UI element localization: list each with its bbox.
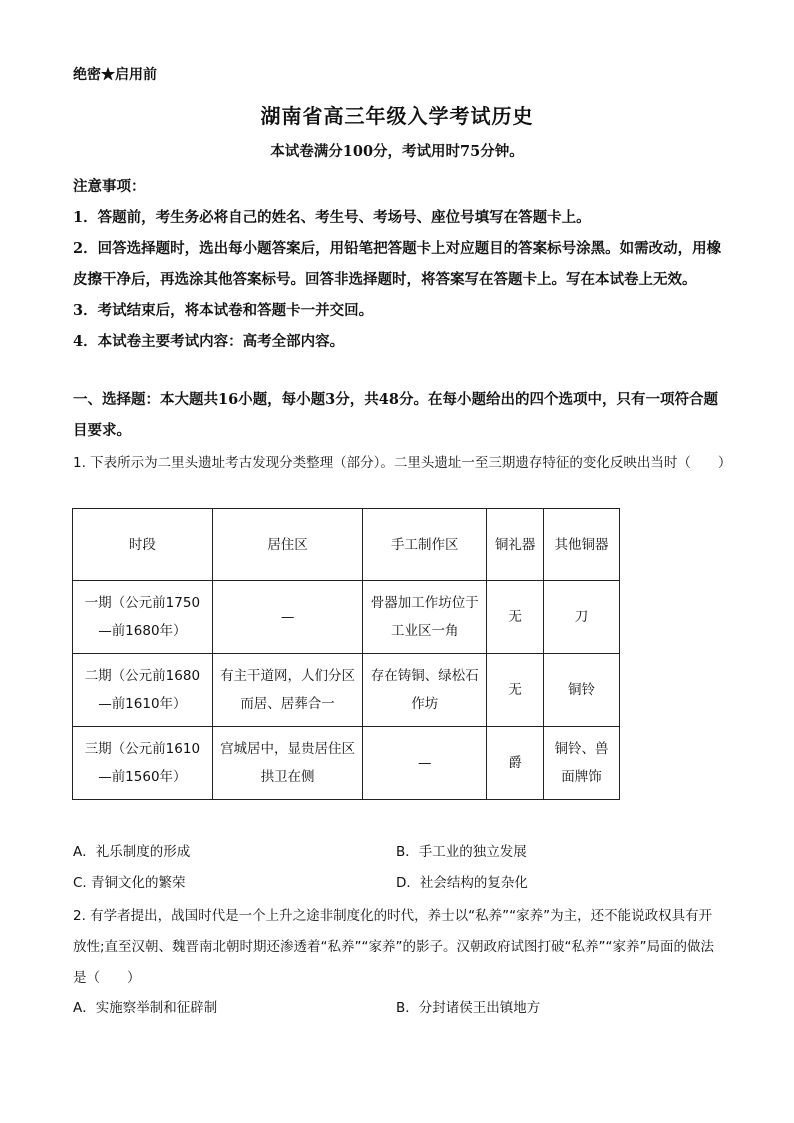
q2-option-b[interactable]: B．分封诸侯王出镇地方 xyxy=(396,1000,541,1016)
note-item: 4．本试卷主要考试内容：高考全部内容。 xyxy=(73,333,345,350)
section-heading: 一、选择题：本大题共16小题，每小题3分，共48分。在每小题给出的四个选项中，只有一项符合题目要求。 xyxy=(73,391,718,439)
table-cell: 有主干道网，人们分区而居、居葬合一 xyxy=(212,654,363,727)
note-item: 1．答题前，考生务必将自己的姓名、考生号、考场号、座位号填写在答题卡上。 xyxy=(73,209,591,226)
table-cell: 爵 xyxy=(487,727,544,800)
table-cell: 骨器加工作坊位于工业区一角 xyxy=(363,581,487,654)
table-row xyxy=(73,727,620,800)
q2-option-a[interactable]: A．实施察举制和征辟制 xyxy=(73,1000,218,1016)
column-header: 居住区 xyxy=(212,509,363,581)
table-cell: 三期（公元前1610—前1560年） xyxy=(73,727,213,800)
table-cell: 宫城居中，显贵居住区拱卫在侧 xyxy=(212,727,363,800)
q1-option-b[interactable]: B．手工业的独立发展 xyxy=(396,844,527,860)
question-1-stem: 1. 下表所示为二里头遗址考古发现分类整理（部分）。二里头遗址一至三期遗存特征的变化反映出当时（ ） xyxy=(73,455,732,471)
column-header: 铜礼器 xyxy=(487,509,544,581)
column-header: 其他铜器 xyxy=(544,509,620,581)
table-row xyxy=(73,581,620,654)
question-2-stem xyxy=(73,901,723,994)
page-title: 湖南省高三年级入学考试历史 xyxy=(260,104,534,128)
excavation-table xyxy=(72,508,620,800)
table-cell: 无 xyxy=(487,654,544,727)
confidential-mark: 绝密★启用前 xyxy=(73,67,157,83)
table-cell: 二期（公元前1680—前1610年） xyxy=(73,654,213,727)
exam-subtitle: 本试卷满分100分，考试用时75分钟。 xyxy=(270,143,524,160)
column-header: 手工制作区 xyxy=(363,509,487,581)
table-row xyxy=(73,654,620,727)
table-cell: 刀 xyxy=(544,581,620,654)
notes-section xyxy=(73,171,723,357)
table-cell: — xyxy=(363,727,487,800)
note-item: 3．考试结束后，将本试卷和答题卡一并交回。 xyxy=(73,302,374,319)
table-cell: 存在铸铜、绿松石作坊 xyxy=(363,654,487,727)
table-cell: 无 xyxy=(487,581,544,654)
table-cell: 铜铃 xyxy=(544,654,620,727)
table-header-row xyxy=(73,509,620,581)
column-header: 时段 xyxy=(73,509,213,581)
notes-heading: 注意事项： xyxy=(73,178,146,195)
q1-option-d[interactable]: D．社会结构的复杂化 xyxy=(396,875,528,891)
table-cell: 铜铃、兽面牌饰 xyxy=(544,727,620,800)
q1-option-a[interactable]: A．礼乐制度的形成 xyxy=(73,844,191,860)
q2-stem-text: 2. 有学者提出，战国时代是一个上升之途非制度化的时代，养士以“私养”“家养”为主，还不能说政权具有开放性;直至汉朝、魏晋南北朝时期还渗透着“私养”“家养”的影子。汉朝政府试图打破“私养”“家养”局面的做法是（ ） xyxy=(73,908,714,986)
q1-option-c[interactable]: C. 青铜文化的繁荣 xyxy=(73,875,186,891)
table-cell: 一期（公元前1750—前1680年） xyxy=(73,581,213,654)
note-item: 2．回答选择题时，选出每小题答案后，用铅笔把答题卡上对应题目的答案标号涂黑。如需改动，用橡皮擦干净后，再选涂其他答案标号。回答非选择题时，将答案写在答题卡上。写在本试卷上无效。 xyxy=(73,240,722,288)
table-cell: — xyxy=(212,581,363,654)
